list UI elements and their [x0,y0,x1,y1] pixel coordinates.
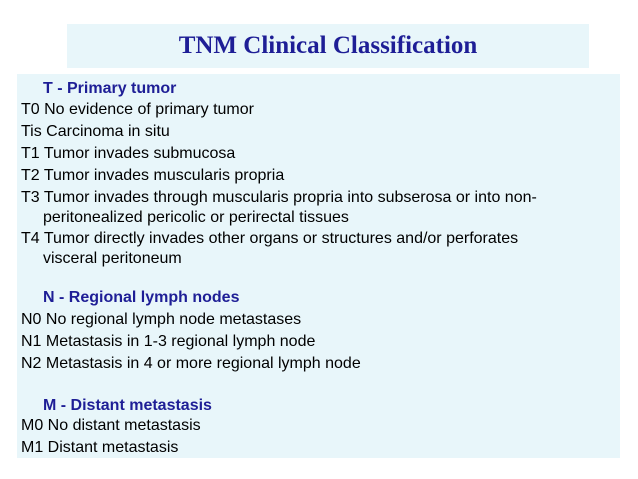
t0-item: T0 No evidence of primary tumor [21,101,254,118]
t-section-heading: T - Primary tumor [43,80,177,97]
t3-item [21,188,614,227]
n-section-heading: N - Regional lymph nodes [43,289,240,306]
m0-item: M0 No distant metastasis [21,417,201,434]
t4-item [21,229,614,268]
n0-item: N0 No regional lymph node metastases [21,311,302,328]
t2-item: T2 Tumor invades muscularis propria [21,167,285,184]
n1-item: N1 Metastasis in 1-3 regional lymph node [21,333,316,350]
n2-item: N2 Metastasis in 4 or more regional lymph node [21,355,361,372]
classification-panel [17,74,620,458]
t3-item-line2: peritonealized pericolic or perirectal tissues [43,208,349,226]
t4-item-line1: T4 Tumor directly invades other organs or structures and/or perforates [21,230,519,247]
tis-item: Tis Carcinoma in situ [21,123,170,140]
page-title: TNM Clinical Classification [178,32,478,59]
t1-item: T1 Tumor invades submucosa [21,145,236,162]
m1-item: M1 Distant metastasis [21,439,179,456]
t3-item-line1: T3 Tumor invades through muscularis propria into subserosa or into non- [21,189,537,206]
m-section-heading: M - Distant metastasis [43,397,212,414]
t4-item-line2: visceral peritoneum [43,249,182,267]
title-banner [67,24,589,68]
